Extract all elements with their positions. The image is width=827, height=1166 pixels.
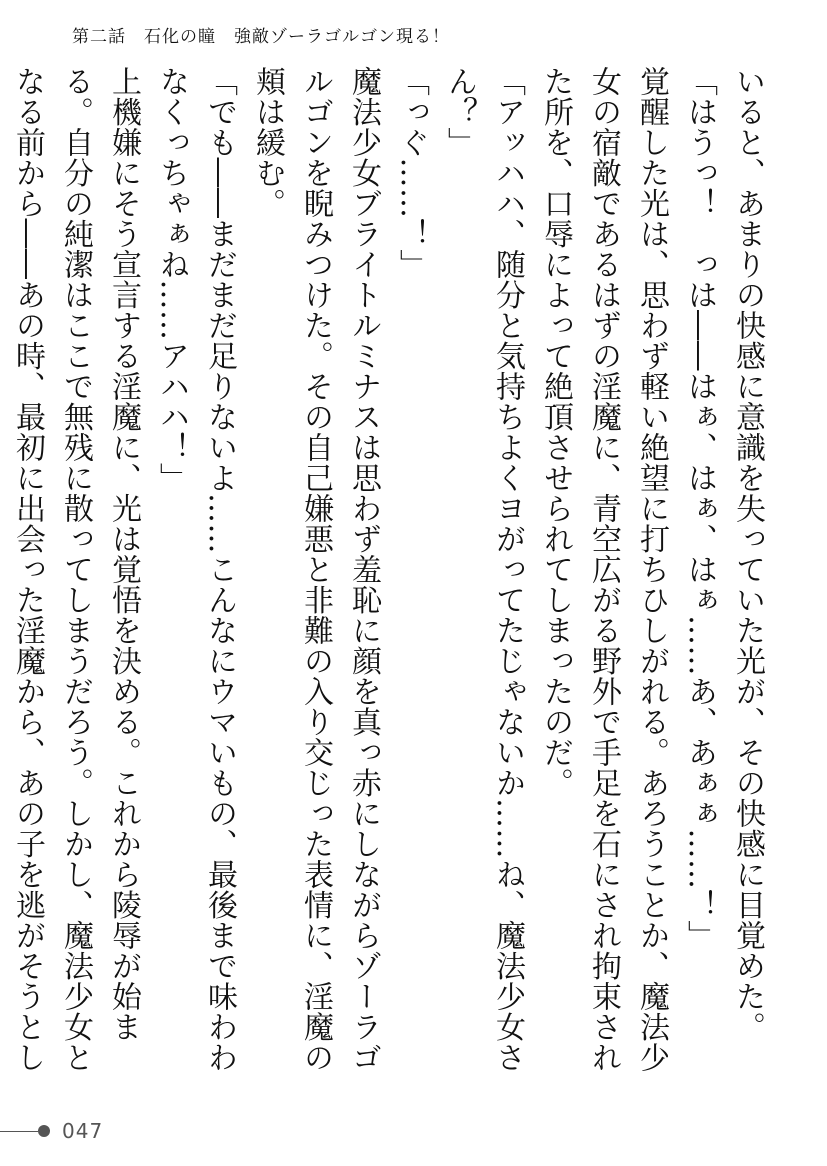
page-footer [0, 1116, 103, 1146]
body-text [10, 66, 771, 1086]
paragraph: 「アッハハ、随分と気持ちよくヨがってたじゃないか……ね、魔法少女さん？」 [442, 66, 525, 1073]
paragraph: 覚醒した光は、思わず軽い絶望に打ちひしがれる。あろうことか、魔法少女の宿敵であるはずの淫魔に、青空広がる野外で手足を石にされ拘束された所を、口辱によって絶頂させられてしまったのだ。 [538, 66, 669, 1073]
paragraph: 「はうっ！ っは――はぁ、はぁ、はぁ……あ、あぁぁ……！」 [682, 66, 717, 951]
paragraph: 「でも――まだまだ足りないよ……こんなにウマいもの、最後まで味わわなくっちゃぁね……アハハ！」 [154, 66, 237, 1073]
page-number: 047 [62, 1119, 104, 1143]
paragraph: 魔法少女ブライトルミナスは思わず羞恥に顔を真っ赤にしながらゾーラゴルゴンを睨みつけた。その自己嫌悪と非難の入り交じった表情に、淫魔の頬は緩む。 [250, 66, 381, 1073]
paragraph: 「っぐ……！」 [394, 66, 429, 280]
chapter-header: 第二話 石化の瞳 強敵ゾーラゴルゴン現る！ [72, 27, 450, 47]
footer-dot-icon [38, 1125, 50, 1137]
paragraph: 上機嫌にそう宣言する淫魔に、光は覚悟を決める。これから陵辱が始まる。自分の純潔はここで無残に散ってしまうだろう。しかし、魔法少女となる前から――あの時、最初に出会った淫魔から、あの子を逃がそうとし [10, 66, 141, 1073]
paragraph: いると、あまりの快感に意識を失っていた光が、その快感に目覚めた。 [730, 66, 765, 1042]
footer-rule [0, 1131, 38, 1132]
